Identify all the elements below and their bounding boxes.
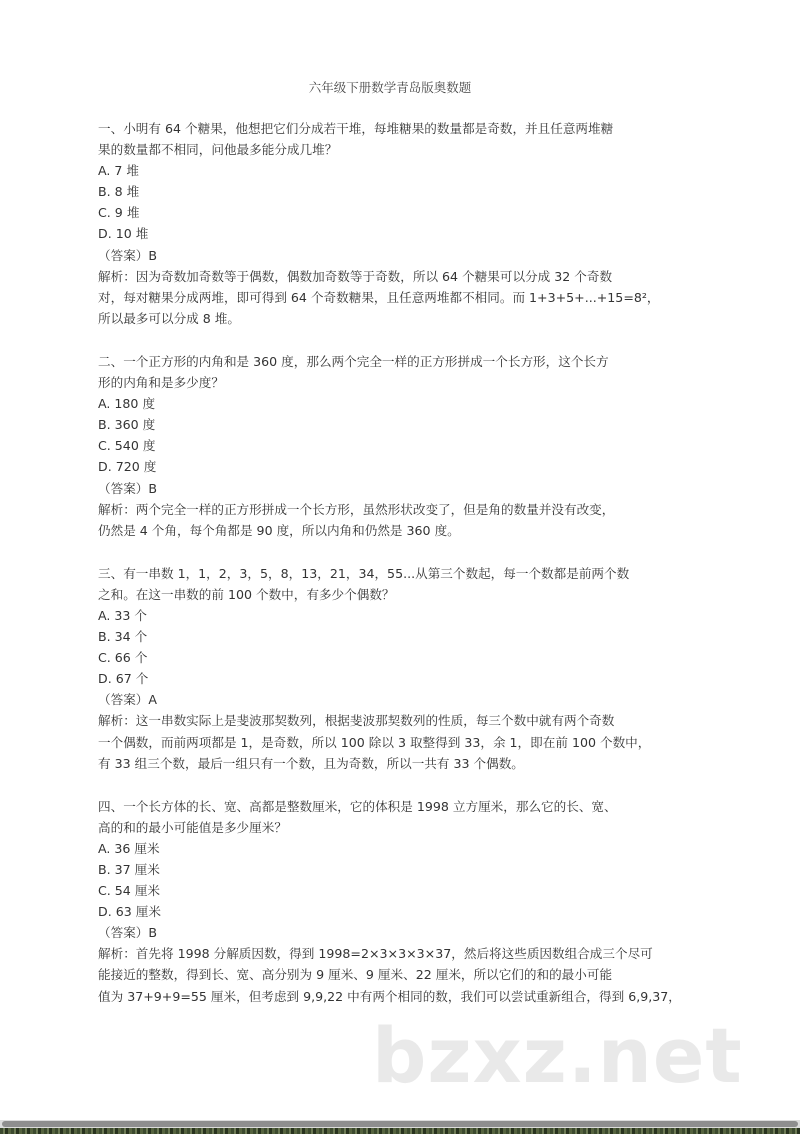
answer-option: A. 7 堆 <box>98 163 140 179</box>
answer-option: C. 66 个 <box>98 650 148 666</box>
answer-option: C. 54 厘米 <box>98 883 161 899</box>
question-block <box>98 351 718 541</box>
analysis-text: 所以最多可以分成 8 堆。 <box>98 310 240 326</box>
analysis-text: 解析：两个完全一样的正方形拼成一个长方形，虽然形状改变了，但是角的数量并没有改变， <box>98 501 615 517</box>
answer-option: B. 34 个 <box>98 629 148 645</box>
analysis-text: 一个偶数，而前两项都是 1，是奇数，所以 100 除以 3 取整得到 33，余 1，即在前 100 个数中， <box>98 734 651 750</box>
question-stem: 形的内角和是多少度？ <box>98 375 224 391</box>
answer-option: D. 10 堆 <box>98 226 149 242</box>
question-stem: 之和。在这一串数的前 100 个数中，有多少个偶数？ <box>98 586 395 602</box>
analysis-text: 有 33 组三个数，最后一组只有一个数，且为奇数，所以一共有 33 个偶数。 <box>98 755 524 771</box>
question-list <box>98 118 718 1029</box>
question-block <box>98 796 718 1007</box>
answer-key: （答案）A <box>98 692 157 708</box>
horizontal-scrollbar[interactable] <box>0 1120 800 1128</box>
question-block <box>98 563 718 774</box>
answer-option: B. 360 度 <box>98 417 156 433</box>
answer-option: A. 33 个 <box>98 607 148 623</box>
question-stem: 果的数量都不相同，问他最多能分成几堆？ <box>98 142 338 158</box>
answer-option: B. 37 厘米 <box>98 862 160 877</box>
question-stem: 三、有一串数 1，1，2，3，5，8，13，21，34，55...从第三个数起，每一个数都是前两个数 <box>98 565 630 581</box>
answer-option: D. 63 厘米 <box>98 904 161 920</box>
answer-option: C. 9 堆 <box>98 205 140 221</box>
answer-key: （答案）B <box>98 925 158 941</box>
analysis-text: 解析：首先将 1998 分解质因数，得到 1998=2×3×3×3×37，然后将这些质因数组合成三个尽可 <box>98 946 653 962</box>
answer-option: A. 36 厘米 <box>98 840 160 856</box>
scrollbar-thumb[interactable] <box>2 1121 798 1127</box>
background-strip <box>0 1128 800 1134</box>
answer-option: D. 720 度 <box>98 459 157 475</box>
analysis-text: 能接近的整数，得到长、宽、高分别为 9 厘米、9 厘米、22 厘米，所以它们的和的最小可能 <box>98 967 613 983</box>
question-stem: 一、小明有 64 个糖果，他想把它们分成若干堆，每堆糖果的数量都是奇数，并且任意两堆糖 <box>98 121 614 136</box>
answer-option: D. 67 个 <box>98 671 149 687</box>
analysis-text: 仍然是 4 个角，每个角都是 90 度，所以内角和仍然是 360 度。 <box>98 522 460 538</box>
analysis-text: 值为 37+9+9=55 厘米，但考虑到 9,9,22 中有两个相同的数，我们可以尝试重新组合，得到 6,9,37， <box>98 988 681 1004</box>
answer-option: A. 180 度 <box>98 396 156 412</box>
question-stem: 二、一个正方形的内角和是 360 度，那么两个完全一样的正方形拼成一个长方形，这个长方 <box>98 353 609 369</box>
answer-option: B. 8 堆 <box>98 184 140 200</box>
watermark: bzxz.net <box>372 1011 743 1100</box>
analysis-text: 对，每对糖果分成两堆，即可得到 64 个奇数糖果，且任意两堆都不相同。而 1+3+5+...+15=8²， <box>98 289 660 305</box>
analysis-text: 解析：这一串数实际上是斐波那契数列，根据斐波那契数列的性质，每三个数中就有两个奇数 <box>98 713 615 729</box>
question-stem: 高的和的最小可能值是多少厘米？ <box>98 819 287 835</box>
answer-key: （答案）B <box>98 247 158 263</box>
answer-option: C. 540 度 <box>98 438 156 454</box>
answer-key: （答案）B <box>98 480 158 496</box>
page-title: 六年级下册数学青岛版奥数题 <box>308 80 472 95</box>
question-block <box>98 118 718 329</box>
analysis-text: 解析：因为奇数加奇数等于偶数，偶数加奇数等于奇数，所以 64 个糖果可以分成 32 个奇数 <box>98 268 613 284</box>
question-stem: 四、一个长方体的长、宽、高都是整数厘米，它的体积是 1998 立方厘米，那么它的长、宽、 <box>98 798 617 814</box>
